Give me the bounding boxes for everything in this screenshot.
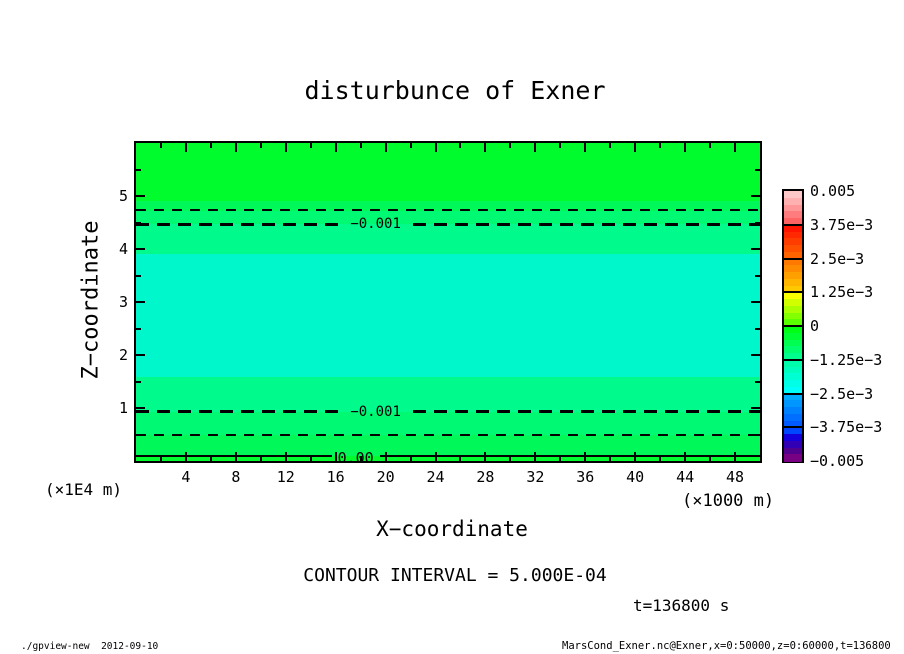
x-axis-tick <box>210 456 212 461</box>
colorbar-tick-label: 0.005 <box>810 182 856 200</box>
contour-fill-band <box>136 224 760 254</box>
y-axis-tick <box>751 407 760 409</box>
y-tick-label: 1 <box>118 399 128 417</box>
colorbar-divider <box>784 291 802 293</box>
colorbar-divider <box>784 426 802 428</box>
colorbar-divider <box>784 325 802 327</box>
x-axis-tick <box>559 143 561 148</box>
x-tick-label: 28 <box>476 468 495 486</box>
colorbar-divider <box>784 224 802 226</box>
x-axis-tick <box>160 143 162 148</box>
x-axis-tick <box>310 456 312 461</box>
colorbar-tick-label: −0.005 <box>810 452 865 470</box>
x-axis-tick <box>385 143 387 152</box>
x-axis-tick <box>410 143 412 148</box>
colorbar-divider <box>784 359 802 361</box>
y-axis-tick <box>136 195 145 197</box>
y-axis-tick <box>136 275 141 277</box>
x-axis-tick <box>509 143 511 148</box>
contour-line <box>136 455 332 457</box>
x-axis-tick <box>659 456 661 461</box>
x-tick-label: 24 <box>426 468 445 486</box>
x-axis-tick <box>285 452 287 461</box>
x-axis-tick <box>484 452 486 461</box>
y-tick-label: 3 <box>118 293 128 311</box>
contour-fill-band <box>136 143 760 201</box>
y-axis-tick <box>755 275 760 277</box>
y-axis-unit-label: (×1E4 m) <box>45 480 123 499</box>
x-tick-label: 4 <box>181 468 191 486</box>
x-axis-tick <box>534 143 536 152</box>
colorbar-tick-label: 2.5e−3 <box>810 249 865 268</box>
x-axis-tick <box>360 143 362 148</box>
y-axis-tick <box>136 248 145 250</box>
x-axis-tick <box>559 456 561 461</box>
y-axis-tick <box>755 328 760 330</box>
y-axis-tick <box>751 195 760 197</box>
x-axis-tick <box>734 452 736 461</box>
x-axis-tick <box>709 143 711 148</box>
contour-line <box>136 209 760 211</box>
colorbar-tick-label: −1.25e−3 <box>810 350 883 369</box>
x-axis-title: X−coordinate <box>376 517 528 541</box>
x-axis-tick <box>534 452 536 461</box>
footer-command-text: ./gpview-new 2012-09-10 <box>21 641 159 652</box>
y-tick-label: 2 <box>118 346 128 364</box>
x-axis-tick <box>634 452 636 461</box>
x-axis-tick <box>235 452 237 461</box>
x-tick-label: 32 <box>526 468 545 486</box>
x-tick-label: 16 <box>326 468 345 486</box>
y-axis-tick <box>136 354 145 356</box>
x-axis-tick <box>185 143 187 152</box>
y-axis-tick <box>755 169 760 171</box>
y-axis-tick <box>136 434 141 436</box>
x-tick-label: 44 <box>676 468 695 486</box>
x-axis-tick <box>484 143 486 152</box>
colorbar-divider <box>784 393 802 395</box>
colorbar-tick-label: 0 <box>810 317 820 335</box>
colorbar-tick-label: 1.25e−3 <box>810 283 874 302</box>
x-axis-tick <box>435 143 437 152</box>
x-tick-label: 12 <box>276 468 295 486</box>
contour-line-label: −0.001 <box>350 216 401 233</box>
contour-fill-band <box>136 254 760 378</box>
contour-fill-band <box>136 377 760 412</box>
contour-interval-text: CONTOUR INTERVAL = 5.000E-04 <box>303 565 607 586</box>
y-axis-tick <box>755 222 760 224</box>
y-axis-tick <box>136 169 141 171</box>
contour-line <box>136 410 339 413</box>
x-axis-tick <box>609 456 611 461</box>
contour-line-label: 0.00 <box>337 449 374 468</box>
colorbar-tick-label: 3.75e−3 <box>810 215 874 234</box>
x-axis-tick <box>260 456 262 461</box>
x-axis-tick <box>584 452 586 461</box>
time-annotation: t=136800 s <box>633 596 730 615</box>
y-axis-tick <box>136 381 141 383</box>
x-axis-tick <box>385 452 387 461</box>
x-axis-tick <box>459 143 461 148</box>
x-axis-tick <box>584 143 586 152</box>
x-axis-tick <box>634 143 636 152</box>
colorbar-tick-label: −2.5e−3 <box>810 384 874 403</box>
y-axis-tick <box>751 354 760 356</box>
colorbar <box>782 189 804 463</box>
y-tick-label: 4 <box>118 240 128 258</box>
colorbar-tick-label: −3.75e−3 <box>810 418 883 437</box>
x-axis-tick <box>659 143 661 148</box>
plot-area <box>134 141 762 468</box>
y-axis-tick <box>136 328 141 330</box>
x-axis-tick <box>235 143 237 152</box>
y-axis-tick <box>136 407 145 409</box>
colorbar-strip <box>784 454 802 461</box>
x-axis-tick <box>734 143 736 152</box>
plot-title: disturbunce of Exner <box>304 76 606 105</box>
x-axis-tick <box>260 143 262 148</box>
x-axis-tick <box>185 452 187 461</box>
x-axis-tick <box>410 456 412 461</box>
contour-fill-band <box>136 435 760 457</box>
x-tick-label: 40 <box>626 468 645 486</box>
x-axis-tick <box>459 456 461 461</box>
x-tick-label: 48 <box>726 468 745 486</box>
colorbar-divider <box>784 258 802 260</box>
y-axis-tick <box>755 381 760 383</box>
contour-line <box>413 410 760 413</box>
y-axis-tick <box>751 301 760 303</box>
y-axis-title: Z−coordinate <box>78 220 104 380</box>
x-tick-label: 36 <box>576 468 595 486</box>
x-tick-label: 8 <box>231 468 241 486</box>
x-axis-tick <box>609 143 611 148</box>
x-axis-tick <box>709 456 711 461</box>
y-axis-tick <box>136 222 141 224</box>
y-axis-tick <box>751 248 760 250</box>
contour-line <box>136 434 760 436</box>
x-axis-tick <box>285 143 287 152</box>
x-axis-tick <box>684 143 686 152</box>
x-axis-unit-label: (×1000 m) <box>682 491 775 511</box>
x-axis-tick <box>310 143 312 148</box>
y-axis-tick <box>755 434 760 436</box>
contour-line <box>136 223 339 226</box>
contour-line-label: −0.001 <box>350 403 401 420</box>
y-tick-label: 5 <box>118 187 128 205</box>
contour-line <box>413 223 760 226</box>
x-axis-tick <box>435 452 437 461</box>
x-axis-tick <box>210 143 212 148</box>
x-axis-tick <box>160 456 162 461</box>
x-axis-tick <box>684 452 686 461</box>
contour-fill-band <box>136 412 760 436</box>
x-tick-label: 20 <box>376 468 395 486</box>
y-axis-tick <box>136 301 145 303</box>
x-axis-tick <box>509 456 511 461</box>
footer-dataset-text: MarsCond_Exner.nc@Exner,x=0:50000,z=0:60000,t=136800 <box>562 640 891 652</box>
x-axis-tick <box>335 143 337 152</box>
